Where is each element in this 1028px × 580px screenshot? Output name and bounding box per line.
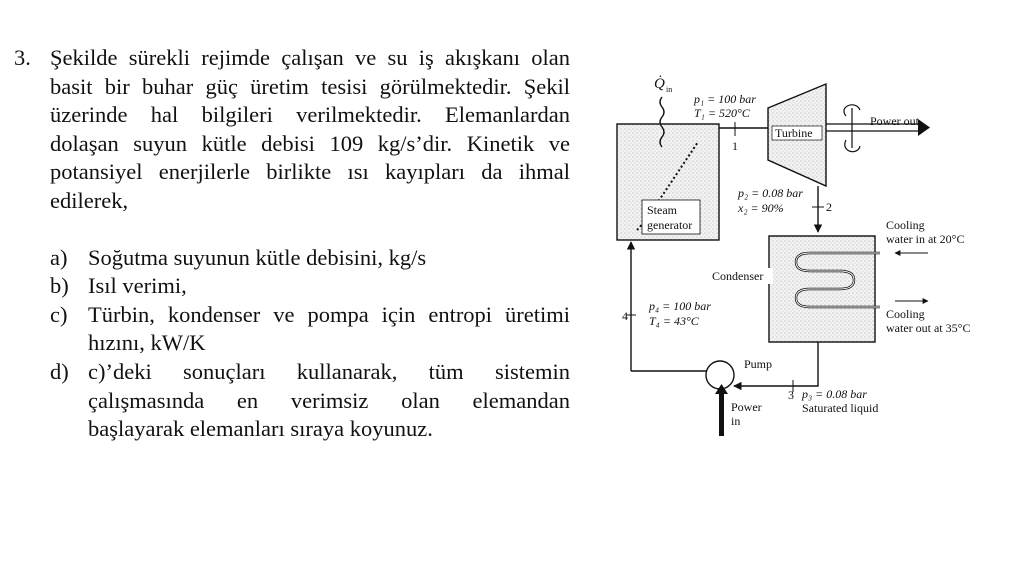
power-out-arrow	[918, 119, 930, 136]
cooling-in-label: Cooling	[886, 218, 925, 232]
steam-generator-label: Steam	[647, 203, 677, 217]
state4-pressure: p₄ = 100 bar	[649, 299, 711, 313]
state2-number: 2	[826, 200, 832, 214]
state1-temperature: T₁ = 520°C	[694, 106, 750, 120]
condenser-label: Condenser	[712, 269, 764, 283]
heat-input-label: Q̇	[654, 76, 665, 92]
problem-text-line: dolaşan suyun kütle debisi 109 kg/s’dir. Kinetik ve	[50, 130, 570, 156]
state4-number: 4	[622, 309, 628, 323]
problem-text-line: basit bir buhar güç üretim tesisi görülmektedir. Şekil	[50, 73, 570, 99]
problem-text-line: Şekilde sürekli rejimde çalışan ve su iş akışkanı olan	[50, 45, 570, 70]
state4-temperature: T₄ = 43°C	[649, 314, 699, 328]
problem-text-line: üzerinde hal bilgileri verilmektedir. Elemanlardan	[50, 102, 570, 128]
item-label: d)	[50, 358, 69, 384]
item-label: b)	[50, 273, 69, 299]
state1-pressure: p₁ = 100 bar	[694, 92, 756, 106]
item-text: Isıl verimi,	[88, 273, 187, 299]
item-text: çalışmasında en verimsiz olan elemandan	[88, 387, 570, 413]
item-text: başlayarak elemanları sıraya koyunuz.	[88, 416, 433, 442]
heat-input-subscript: in	[666, 85, 673, 94]
state3-number: 3	[788, 388, 794, 402]
state2-quality: x₂ = 90%	[738, 201, 784, 215]
power-in-label: in	[731, 414, 741, 428]
problem-text-line: edilerek,	[50, 187, 129, 213]
power-in-label: Power	[731, 400, 762, 414]
state3-pressure: p₃ = 0.08 bar	[802, 387, 867, 401]
cooling-out-label: Cooling	[886, 307, 925, 321]
item-text: Soğutma suyunun kütle debisini, kg/s	[88, 244, 427, 270]
cooling-out-label: water out at 35°C	[886, 321, 971, 335]
question-number: 3.	[14, 45, 31, 70]
problem-text-line: potansiyel enerjilerle birlikte ısı kayıpları da ihmal	[50, 159, 570, 185]
item-text: c)’deki sonuçları kullanarak, tüm sistemin	[88, 358, 570, 384]
item-label: c)	[50, 301, 68, 327]
item-label: a)	[50, 244, 68, 270]
pump-body	[706, 361, 734, 389]
cooling-in-label: water in at 20°C	[886, 232, 965, 246]
state3-description: Saturated liquid	[802, 401, 879, 415]
power-in-arrow-shaft	[719, 394, 724, 436]
state1-number: 1	[732, 139, 738, 153]
item-text: hızını, kW/K	[88, 330, 206, 356]
steam-generator-label: generator	[647, 218, 693, 232]
state2-pressure: p₂ = 0.08 bar	[738, 186, 803, 200]
item-text: Türbin, kondenser ve pompa için entropi üretimi	[88, 301, 570, 327]
turbine-label: Turbine	[775, 126, 813, 140]
pump-label: Pump	[744, 357, 773, 371]
power-out-label: Power out	[870, 114, 919, 128]
